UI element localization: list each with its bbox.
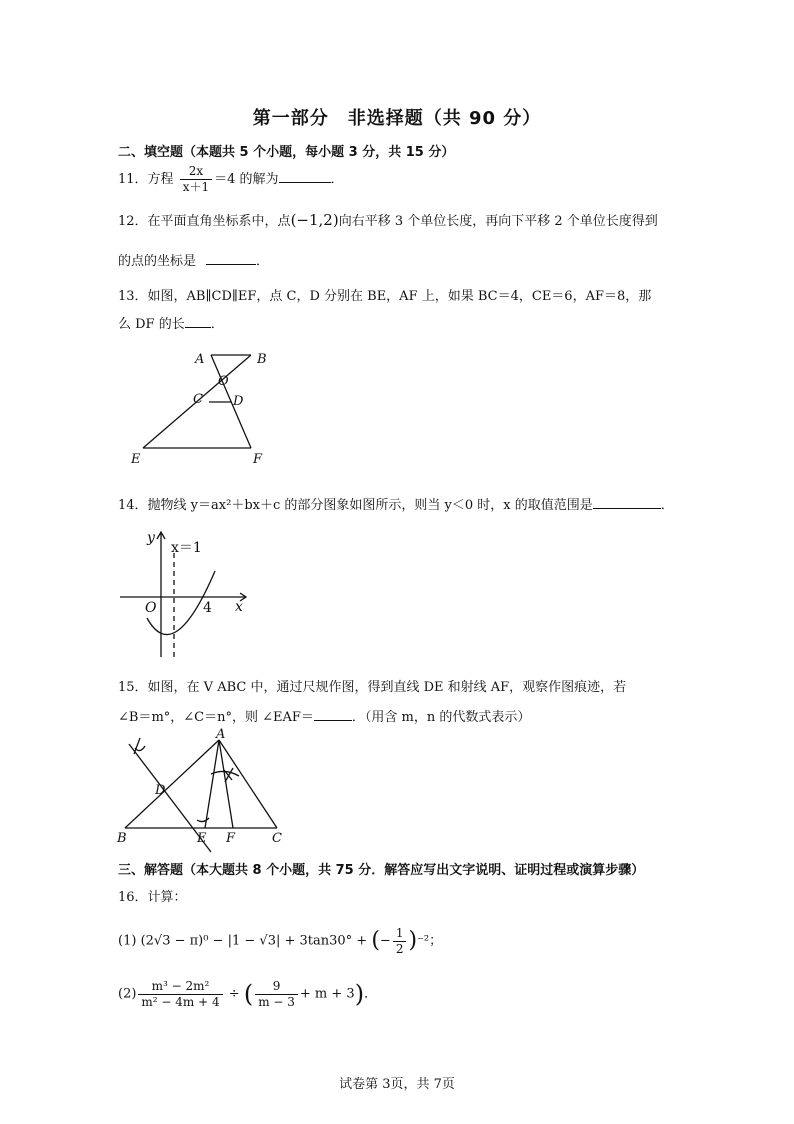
q11-answer-blank[interactable] <box>279 170 331 183</box>
label-e: E <box>197 831 207 846</box>
q15-figure <box>115 728 290 853</box>
q14-answer-blank[interactable] <box>593 496 661 509</box>
question-12-line-2 <box>118 250 269 269</box>
q14-number: 14． <box>118 498 148 513</box>
q16-part2-divide: ÷ <box>228 986 240 1002</box>
q16-part2-fraction-1 <box>138 979 222 1010</box>
origin-label: O <box>145 600 157 616</box>
q16-part-1: (1) (2√3 − π)⁰ − |1 − √3| + 3tan30° + (− $\frac{1}{2}$ )⁻²； <box>118 925 443 956</box>
label-c: C <box>193 392 203 407</box>
q11-fraction-numerator: 2x <box>180 164 212 180</box>
q12-text-3: 的点的坐标是 <box>118 254 197 269</box>
q16-part2-tail: + m + 3 <box>299 986 355 1002</box>
label-d: D <box>233 394 244 409</box>
segment-ac <box>219 740 277 828</box>
label-c: C <box>272 831 282 846</box>
q16-part1-end: ⁻²； <box>417 933 443 949</box>
question-15-line-2 <box>118 706 530 725</box>
q16-part2-frac1-num: m³ − 2m² <box>138 979 222 995</box>
q15-text-2: ∠B＝m°，∠C＝n°，则 ∠EAF＝ <box>118 710 314 725</box>
q16-part1-frac-num: 1 <box>393 926 407 942</box>
label-f: F <box>253 452 263 467</box>
label-b: B <box>117 831 127 846</box>
q13-end: ． <box>210 317 224 332</box>
q11-end: ． <box>330 172 344 187</box>
q12-end: ． <box>256 254 270 269</box>
question-15-line-1 <box>118 676 626 695</box>
q11-number: 11． <box>118 172 148 187</box>
intercept-label: 4 <box>203 600 212 616</box>
q12-text-1: 在平面直角坐标系中，点 <box>147 214 291 229</box>
q13-text-2: 么 DF 的长 <box>118 317 185 332</box>
q15-text-3: ．（用含 m，n 的代数式表示） <box>351 710 531 725</box>
q16-part2-frac2-num: 9 <box>255 979 298 995</box>
page-footer: 试卷第 3页，共 7页 <box>339 1077 455 1092</box>
question-14 <box>118 494 674 513</box>
segment-ae <box>205 740 219 828</box>
q16-part1-frac-den: 2 <box>395 941 404 956</box>
section-2-heading: 二、填空题（本题共 5 个小题，每小题 3 分，共 15 分） <box>118 145 455 160</box>
q16-part2-end: ． <box>364 986 378 1002</box>
label-a: A <box>216 728 226 742</box>
x-label: x <box>235 599 243 615</box>
segment-ab <box>125 740 219 828</box>
q15-answer-blank[interactable] <box>314 708 352 721</box>
axis-label: x＝1 <box>171 540 202 556</box>
label-f: F <box>226 831 236 846</box>
q16-part-2: (2) $\frac{\text{m³ − 2m²}}{\text{m² − 4m + 4}}$ ÷ ( $\frac{9}{m - 3}$ + m + 3)． <box>118 978 378 1009</box>
q16-part2-frac1-den: m² − 4m + 4 <box>141 994 220 1009</box>
label-o: O <box>218 374 229 389</box>
q16-part1-fraction <box>393 926 407 957</box>
q14-end: ． <box>660 498 674 513</box>
y-label: y <box>147 530 155 546</box>
q11-fraction <box>180 164 212 195</box>
q13-answer-blank[interactable] <box>185 315 211 328</box>
label-b: B <box>257 352 267 367</box>
q14-text: 抛物线 y＝ax²＋bx＋c 的部分图象如图所示，则当 y＜0 时，x 的取值范围是 <box>147 498 593 513</box>
question-12-line-1 <box>118 210 658 229</box>
q15-text-1: 如图，在 V ABC 中，通过尺规作图，得到直线 DE 和射线 AF，观察作图痕迹，若 <box>147 680 627 695</box>
q13-figure <box>125 345 285 470</box>
label-a: A <box>195 352 205 367</box>
q16-number: 16． <box>118 890 148 905</box>
q16-part1-expression: (2√3 − π)⁰ − |1 − √3| + 3tan30° + <box>140 933 372 949</box>
question-16-intro <box>118 886 187 905</box>
q16-part2-frac2-den: m − 3 <box>258 994 295 1009</box>
q11-suffix: ＝4 的解为 <box>214 172 279 187</box>
q12-answer-blank[interactable] <box>206 252 256 265</box>
q11-fraction-denominator: x＋1 <box>182 180 210 194</box>
question-11 <box>118 163 344 197</box>
page-title: 第一部分 非选择题（共 90 分） <box>252 108 542 129</box>
question-13-line-2 <box>118 313 224 332</box>
q15-number: 15． <box>118 680 148 695</box>
q16-intro: 计算： <box>147 890 187 905</box>
label-d: D <box>155 783 166 798</box>
q14-figure <box>115 525 260 665</box>
q12-number: 12． <box>118 214 148 229</box>
arc-mark-3 <box>197 818 209 822</box>
q16-part1-label: (1) <box>118 933 137 949</box>
arc-mark-2 <box>134 738 140 754</box>
label-e: E <box>131 452 141 467</box>
q12-text-2: 向右平移 3 个单位长度，再向下平移 2 个单位长度得到 <box>338 214 658 229</box>
q16-part2-label: (2) <box>118 986 137 1002</box>
section-3-heading: 三、解答题（本大题共 8 个小题，共 75 分．解答应写出文字说明、证明过程或演算步骤） <box>118 863 645 878</box>
question-13-line-1 <box>118 285 651 304</box>
q13-number: 13． <box>118 289 148 304</box>
q11-prefix: 方程 <box>147 172 174 187</box>
q12-point: (−1,2) <box>290 211 339 229</box>
q16-part2-fraction-2 <box>255 979 298 1010</box>
q13-text-1: 如图，AB∥CD∥EF，点 C，D 分别在 BE，AF 上，如果 BC＝4，CE＝6，AF＝8，那 <box>147 289 652 304</box>
ray-af <box>219 740 233 828</box>
